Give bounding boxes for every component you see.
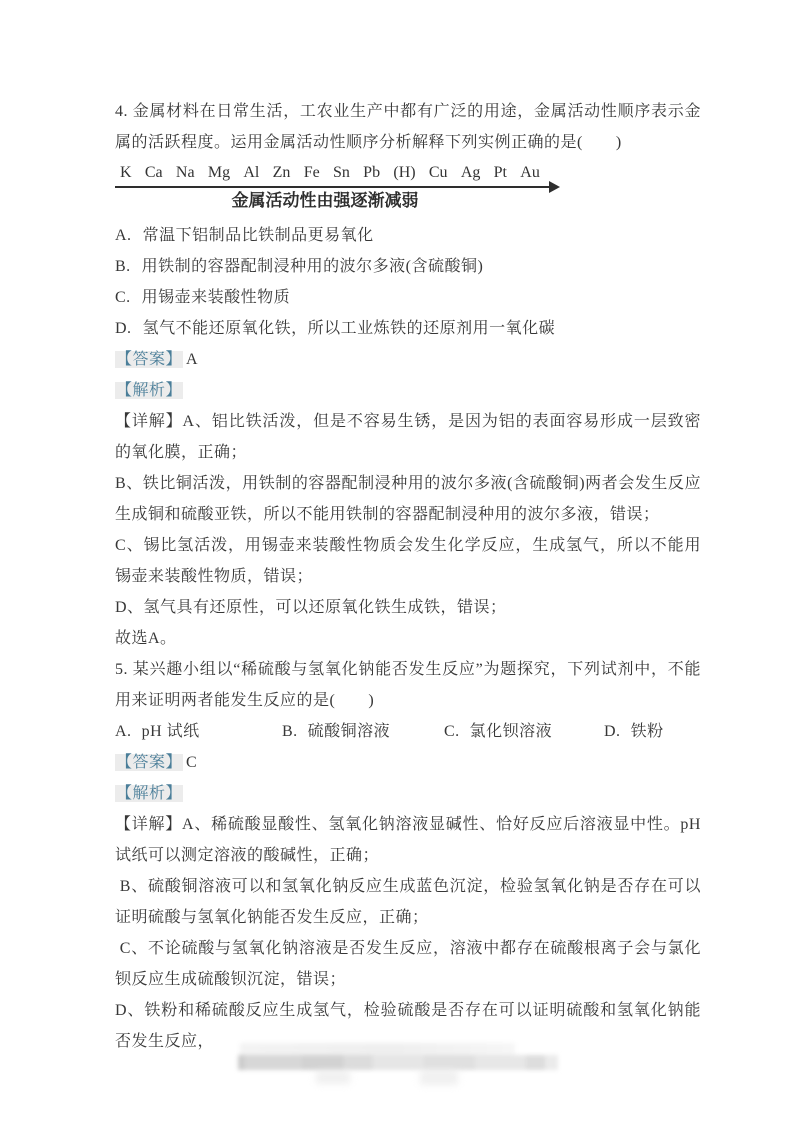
- option-text: 氯化钡溶液: [469, 723, 553, 740]
- option-label: A.: [115, 227, 132, 244]
- element-symbol: Pt: [493, 164, 507, 181]
- option-label: B.: [282, 723, 298, 740]
- answer-tag: 【答案】: [116, 351, 183, 368]
- element-symbol: Zn: [272, 164, 291, 181]
- element-symbol: Au: [520, 164, 540, 181]
- option-label: D.: [115, 320, 132, 337]
- element-symbol: Na: [175, 164, 195, 181]
- q5-options-row: [115, 716, 701, 747]
- q4-detail-paragraph: C、锡比氢活泼，用锡壶来装酸性物质会发生化学反应，生成氢气，所以不能用锡壶来装酸性物质，错误；: [115, 537, 701, 585]
- element-symbol: Cu: [428, 164, 448, 181]
- q5-detail-paragraph: B、硫酸铜溶液可以和氢氧化钠反应生成蓝色沉淀，检验氢氧化钠是否存在可以证明硫酸与氢氧化钠能否发生反应，正确；: [115, 878, 701, 926]
- watermark-blur-band: [238, 1055, 558, 1070]
- q5-detail-paragraph: C、不论硫酸与氢氧化钠溶液是否发生反应，溶液中都存在硫酸根离子会与氯化钡反应生成硫酸钡沉淀，错误；: [115, 940, 701, 988]
- q4-detail-paragraph: 【详解】A、铝比铁活泼，但是不容易生锈，是因为铝的表面容易形成一层致密的氧化膜，正确；: [115, 413, 701, 461]
- element-symbol: Al: [243, 164, 260, 181]
- q4-option-d: [115, 313, 701, 344]
- option-text: pH 试纸: [141, 723, 200, 740]
- q4-option-c: [115, 282, 701, 313]
- element-symbol: Pb: [363, 164, 381, 181]
- watermark-blur: [238, 1043, 558, 1073]
- answer-tag: 【答案】: [116, 754, 183, 771]
- activity-series-caption: 金属活动性由强逐渐减弱: [231, 191, 419, 211]
- option-text: 硫酸铜溶液: [307, 723, 391, 740]
- arrow-right-icon: [549, 181, 560, 193]
- q5-option-a: [115, 716, 282, 747]
- option-text: 用铁制的容器配制浸种用的波尔多液(含硫酸铜): [141, 258, 484, 275]
- q5-option-c: [444, 716, 604, 747]
- q4-detail-block: [115, 406, 701, 654]
- question5-stem: 5. 某兴趣小组以“稀硫酸与氢氧化钠能否发生反应”为题探究，下列试剂中，不能用来证明两者能发生反应的是( ): [115, 661, 701, 709]
- option-text: 常温下铝制品比铁制品更易氧化: [142, 227, 374, 244]
- q5-detail-paragraph: D、铁粉和稀硫酸反应生成氢气，检验硫酸是否存在可以证明硫酸和氢氧化钠能否发生反应，: [115, 1002, 701, 1050]
- activity-series-elements: [115, 162, 540, 184]
- activity-series-axis: [115, 186, 549, 188]
- watermark-blur-upper: [240, 1043, 515, 1055]
- q4-option-b: [115, 251, 701, 282]
- option-label: C.: [115, 289, 131, 306]
- q4-analysis-line: [115, 375, 701, 406]
- q5-detail-block: [115, 809, 701, 1057]
- q5-analysis-line: [115, 778, 701, 809]
- element-symbol: Fe: [303, 164, 320, 181]
- option-text: 铁粉: [630, 723, 664, 740]
- option-text: 用锡壶来装酸性物质: [141, 289, 291, 306]
- watermark-blur-spot: [420, 1070, 458, 1085]
- element-symbol: (H): [393, 164, 416, 181]
- q4-detail-paragraph: B、铁比铜活泼，用铁制的容器配制浸种用的波尔多液(含硫酸铜)两者会发生反应生成铜和硫酸亚铁，所以不能用铁制的容器配制浸种用的波尔多液，错误；: [115, 475, 701, 523]
- option-label: B.: [115, 258, 131, 275]
- q4-answer-line: [115, 344, 701, 375]
- watermark-blur-spot: [316, 1071, 350, 1084]
- q5-option-d: [604, 716, 701, 747]
- q5-option-b: [282, 716, 444, 747]
- q4-detail-paragraph: D、氢气具有还原性，可以还原氧化铁生成铁，错误；: [115, 599, 507, 616]
- question4-stem: 4. 金属材料在日常生活，工农业生产中都有广泛的用途，金属活动性顺序表示金属的活跃程度。运用金属活动性顺序分析解释下列实例正确的是( ): [115, 103, 701, 151]
- element-symbol: Sn: [332, 164, 350, 181]
- element-symbol: K: [120, 164, 132, 181]
- analysis-tag: 【解析】: [116, 382, 183, 399]
- q4-detail-paragraph: 故选A。: [115, 630, 177, 647]
- analysis-tag: 【解析】: [116, 785, 183, 802]
- element-symbol: Ca: [144, 164, 163, 181]
- element-symbol: Ag: [460, 164, 481, 181]
- option-label: D.: [604, 723, 621, 740]
- q5-answer-line: [115, 747, 701, 778]
- option-label: A.: [115, 723, 132, 740]
- exam-page: [115, 96, 701, 1057]
- q4-option-a: [115, 220, 701, 251]
- activity-series-diagram: [115, 162, 555, 215]
- element-symbol: Mg: [207, 164, 231, 181]
- answer-letter: A: [186, 351, 199, 368]
- option-label: C.: [444, 723, 460, 740]
- q5-detail-paragraph: 【详解】A、稀硫酸显酸性、氢氧化钠溶液显碱性、恰好反应后溶液显中性。pH 试纸可以测定溶液的酸碱性，正确；: [115, 816, 701, 864]
- option-text: 氢气不能还原氧化铁，所以工业炼铁的还原剂用一氧化碳: [142, 320, 556, 337]
- answer-letter: C: [186, 754, 198, 771]
